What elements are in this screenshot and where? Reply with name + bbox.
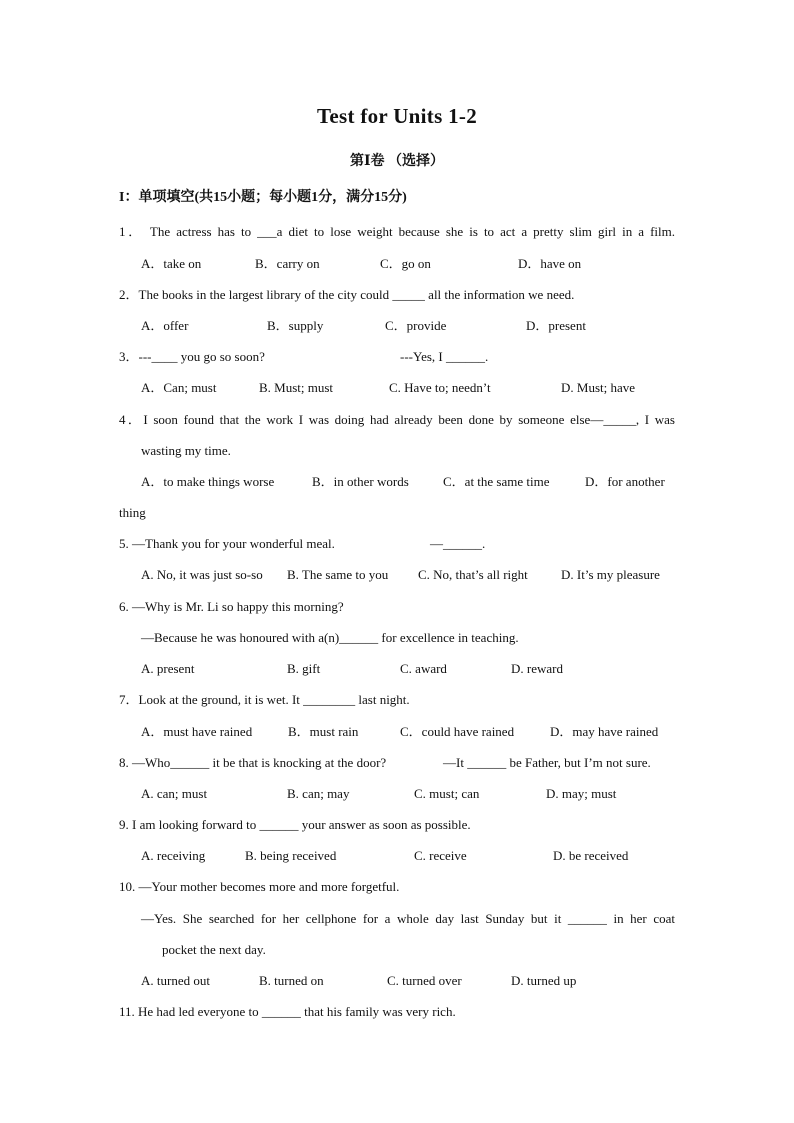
question-4-option-d-wrap: thing [119,505,146,520]
question-3-stem: 3．---____ you go so soon? [119,349,265,364]
question-10-option-c: C. turned over [387,973,462,988]
question-3-option-c: C. Have to; needn’t [389,380,491,395]
question-9-option-c: C. receive [414,848,467,863]
question-4-stem: 4．I soon found that the work I was doing had already been done by someone else—_____, I was [119,412,675,427]
question-6-option-b: B. gift [287,661,321,676]
question-8-stem: 8. —Who______ it be that is knocking at the door? [119,755,387,770]
question-4-option-c: C．at the same time [443,474,550,489]
question-10-stem: 10. —Your mother becomes more and more forgetful. [119,879,400,894]
question-4-option-d: D．for another [585,474,665,489]
question-10-option-d: D. turned up [511,973,577,988]
question-11-stem: 11. He had led everyone to ______ that his family was very rich. [119,1004,456,1019]
question-9-option-a: A. receiving [141,848,206,863]
question-7-stem: 7．Look at the ground, it is wet. It ________ last night. [119,692,410,707]
question-1-option-c: C．go on [380,256,431,271]
section-heading: I：单项填空(共15小题；每小题1分，满分15分) [119,190,407,205]
question-5-option-a: A. No, it was just so-so [141,567,263,582]
question-1-stem: 1． The actress has to ___a diet to lose weight because she is to act a pretty slim girl in a film. [119,224,675,239]
question-8-option-c: C. must; can [414,786,480,801]
question-7-option-c: C．could have rained [400,724,515,739]
question-8-option-d: D. may; must [546,786,617,801]
question-5-option-d: D. It’s my pleasure [561,567,660,582]
question-4-option-b: B．in other words [312,474,409,489]
question-5-option-c: C. No, that’s all right [418,567,528,582]
question-9-option-b: B. being received [245,848,337,863]
question-5-option-b: B. The same to you [287,567,389,582]
question-2-option-c: C．provide [385,318,447,333]
question-7-option-b: B．must rain [288,724,359,739]
question-2-option-a: A．offer [141,318,189,333]
question-5-stem: 5. —Thank you for your wonderful meal. [119,536,335,551]
question-2-option-d: D．present [526,318,586,333]
question-9-option-d: D. be received [553,848,629,863]
question-1-option-d: D．have on [518,256,582,271]
question-6-option-a: A. present [141,661,195,676]
question-4-option-a: A．to make things worse [141,474,275,489]
volume-subtitle: 第Ⅰ卷 （选择） [349,154,445,169]
question-3-option-d: D. Must; have [561,380,636,395]
question-4-stem-continued: wasting my time. [141,443,231,458]
question-8-response: —It ______ be Father, but I’m not sure. [443,755,651,770]
question-6-stem: 6. —Why is Mr. Li so happy this morning? [119,599,344,614]
question-6-response: —Because he was honoured with a(n)______ for excellence in teaching. [141,630,519,645]
question-3-option-a: A．Can; must [141,380,217,395]
question-10-response-continued: pocket the next day. [162,942,266,957]
question-3-option-b: B. Must; must [259,380,334,395]
question-8-option-a: A. can; must [141,786,208,801]
question-10-option-b: B. turned on [259,973,324,988]
question-10-option-a: A. turned out [141,973,210,988]
question-5-response: —______. [430,536,486,551]
question-1-option-b: B．carry on [255,256,320,271]
page-title: Test for Units 1-2 [317,104,477,128]
question-3-response: ---Yes, I ______. [400,349,489,364]
question-8-option-b: B. can; may [287,786,350,801]
question-2-option-b: B．supply [267,318,324,333]
question-2-stem: 2．The books in the largest library of the city could _____ all the information we need. [119,287,575,302]
question-7-option-d: D．may have rained [550,724,659,739]
question-6-option-d: D. reward [511,661,563,676]
question-7-option-a: A．must have rained [141,724,253,739]
question-9-stem: 9. I am looking forward to ______ your answer as soon as possible. [119,817,471,832]
question-10-response: —Yes. She searched for her cellphone for a whole day last Sunday but it ______ in her coat [141,911,675,926]
question-1-option-a: A．take on [141,256,202,271]
question-6-option-c: C. award [400,661,447,676]
